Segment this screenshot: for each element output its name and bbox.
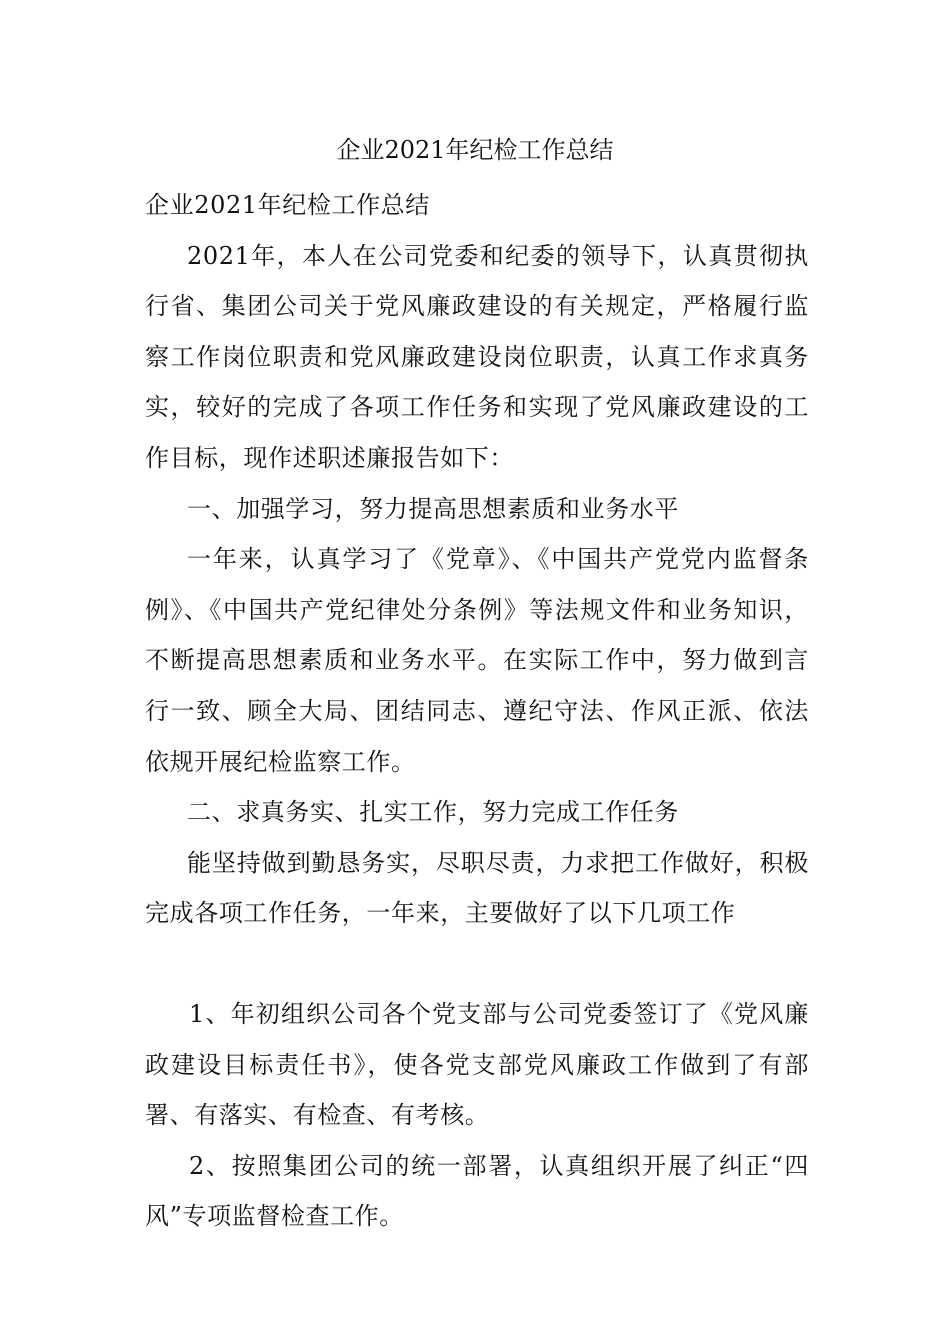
section-heading-2: 二、求真务实、扎实工作，努力完成工作任务: [187, 798, 679, 827]
list-item-2: 2、按照集团公司的统一部署，认真组织开展了纠正“四风”专项监督检查工作。: [145, 1151, 809, 1231]
intro-paragraph: 2021年，本人在公司党委和纪委的领导下，认真贯彻执行省、集团公司关于党风廉政建设的有关规定，严格履行监察工作岗位职责和党风廉政建设岗位职责，认真工作求真务实，较好的完成了各项工作任务和实现了党风廉政建设的工作目标，现作述职述廉报告如下：: [145, 241, 809, 472]
list-item-1: 1、年初组织公司各个党支部与公司党委签订了《党风廉政建设目标责任书》，使各党支部党风廉政工作做到了有部署、有落实、有检查、有考核。: [145, 999, 809, 1130]
section-1-paragraph: 一年来，认真学习了《党章》、《中国共产党党内监督条例》、《中国共产党纪律处分条例》等法规文件和业务知识，不断提高思想素质和业务水平。在实际工作中，努力做到言行一致、顾全大局、团结同志、遵纪守法、作风正派、依法依规开展纪检监察工作。: [145, 545, 809, 776]
document-body: [145, 180, 809, 1242]
document-title: 企业2021年纪检工作总结: [336, 136, 614, 164]
section-heading-1: 一、加强学习，努力提高思想素质和业务水平: [187, 494, 679, 523]
section-2-paragraph: 能坚持做到勤恳务实，尽职尽责，力求把工作做好，积极完成各项工作任务，一年来，主要做好了以下几项工作: [145, 848, 809, 928]
document-subtitle: 企业2021年纪检工作总结: [145, 191, 430, 219]
